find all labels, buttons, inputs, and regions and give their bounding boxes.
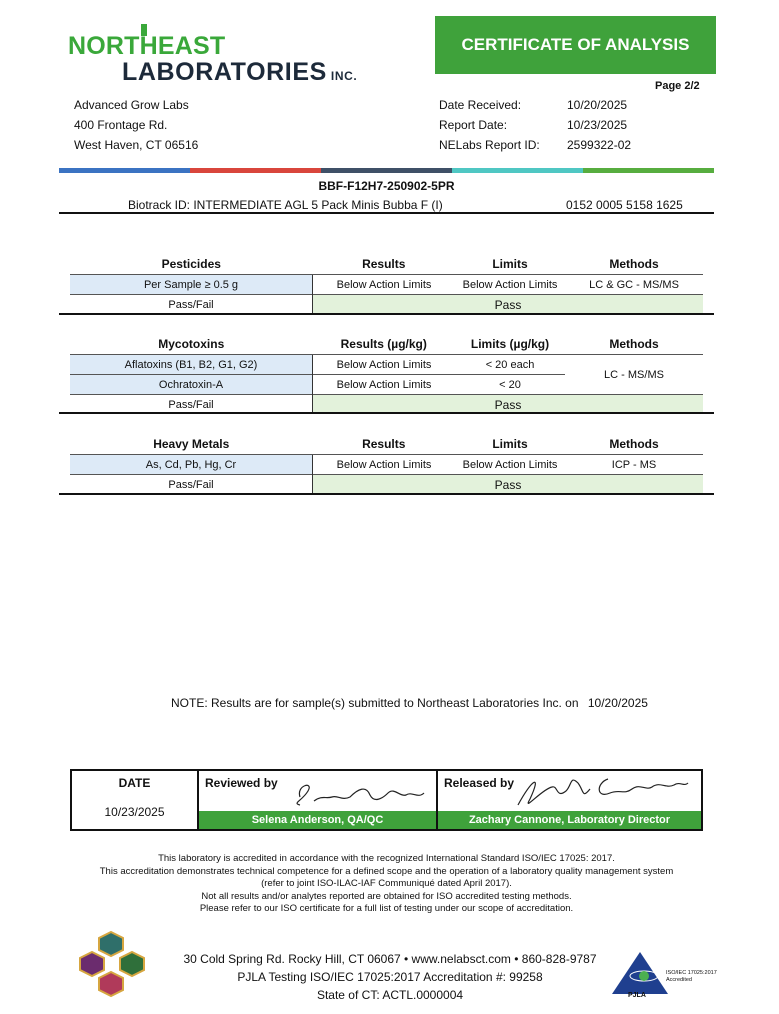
accreditation-line: (refer to joint ISO-ILAC-IAF Communiqué dated April 2017). [261, 878, 512, 889]
analyte-cell: Ochratoxin-A [70, 375, 313, 395]
table-header: Mycotoxins [158, 337, 225, 351]
divider [59, 212, 714, 214]
table-row [70, 295, 703, 315]
table-row [70, 475, 703, 495]
analyte-cell: Aflatoxins (B1, B2, G1, G2) [70, 355, 313, 375]
director-name: Zachary Cannone, Laboratory Director [438, 811, 701, 829]
page-number: Page 2/2 [655, 80, 700, 92]
passfail-label: Pass/Fail [70, 395, 313, 415]
limit-cell: < 20 [455, 375, 565, 395]
passfail-value: Pass [313, 475, 704, 495]
date-received-label: Date Received: [439, 98, 522, 112]
limit-cell: < 20 each [455, 355, 565, 375]
signature-block [70, 769, 703, 831]
table-header: Methods [609, 257, 659, 271]
biotrack-label: Biotrack ID: INTERMEDIATE AGL 5 Pack Minis Bubba F (I) [128, 198, 443, 212]
table-header: Results [362, 257, 406, 271]
note-date: 10/20/2025 [587, 696, 648, 710]
pjla-logo-text: PJLA [628, 992, 646, 999]
passfail-label: Pass/Fail [70, 475, 313, 495]
color-band [59, 168, 714, 173]
method-cell: ICP - MS [565, 455, 703, 475]
limit-cell: Below Action Limits [455, 275, 565, 295]
table-row [70, 355, 703, 375]
client-street: 400 Frontage Rd. [74, 118, 168, 132]
biotrack-number: 0152 0005 5158 1625 [566, 198, 683, 212]
report-id-value: 2599322-02 [567, 138, 632, 152]
table-header: Limits [492, 437, 528, 451]
reviewer-signature [292, 775, 432, 809]
logo-line1: NORTHEAST [68, 32, 226, 60]
accreditation-line: This accreditation demonstrates technical competence for a defined scope and the operation of a laboratory quality management system [99, 866, 674, 877]
report-date-label: Report Date: [439, 118, 508, 132]
result-cell: Below Action Limits [313, 375, 456, 395]
divider [59, 412, 714, 414]
table-header: Results (µg/kg) [340, 337, 427, 351]
pjla-logo [610, 950, 720, 1002]
table-row [70, 275, 703, 295]
iso-badge-text: ISO/IEC 17025:2017 Accredited [666, 970, 717, 983]
report-id-label: NELabs Report ID: [439, 138, 540, 152]
limit-cell: Below Action Limits [455, 455, 565, 475]
reviewer-name: Selena Anderson, QA/QC [199, 811, 436, 829]
result-cell: Below Action Limits [313, 355, 456, 375]
method-cell: LC & GC - MS/MS [565, 275, 703, 295]
analyte-cell: Per Sample ≥ 0.5 g [70, 275, 313, 295]
footer-pjla: PJLA Testing ISO/IEC 17025:2017 Accreditation #: 99258 [237, 970, 543, 984]
table-header: Methods [609, 337, 659, 351]
released-by-label: Released by [444, 776, 515, 790]
analyte-cell: As, Cd, Pb, Hg, Cr [70, 455, 313, 475]
band-segment [321, 168, 452, 173]
accreditation-line: Not all results and/or analytes reported are obtained for ISO accredited testing methods. [201, 891, 572, 902]
footer-address: 30 Cold Spring Rd. Rocky Hill, CT 06067 • www.nelabsct.com • 860-828-9787 [183, 952, 597, 966]
report-date-value: 10/23/2025 [567, 118, 628, 132]
sample-code: BBF-F12H7-250902-5PR [318, 179, 455, 193]
method-cell: LC - MS/MS [565, 355, 703, 395]
reviewed-by-label: Reviewed by [205, 776, 278, 790]
pjla-triangle-icon [610, 950, 670, 996]
client-city: West Haven, CT 06516 [74, 138, 199, 152]
document-title: CERTIFICATE OF ANALYSIS [435, 16, 716, 74]
date-received-value: 10/20/2025 [567, 98, 628, 112]
logo-suffix: INC. [330, 69, 358, 83]
band-segment [59, 168, 190, 173]
divider [59, 493, 714, 495]
footer-state: State of CT: ACTL.0000004 [316, 988, 464, 1002]
result-cell: Below Action Limits [313, 275, 456, 295]
table-header: Methods [609, 437, 659, 451]
heavy-metals-table [70, 434, 703, 494]
table-header: Heavy Metals [153, 437, 230, 451]
pesticides-table [70, 254, 703, 314]
date-label: DATE [118, 776, 151, 790]
date-value: 10/23/2025 [104, 805, 165, 819]
table-header: Limits (µg/kg) [470, 337, 550, 351]
note [171, 696, 648, 710]
logo-line2-text: LABORATORIES [122, 58, 327, 86]
passfail-label: Pass/Fail [70, 295, 313, 315]
band-segment [583, 168, 714, 173]
passfail-value: Pass [313, 295, 704, 315]
director-signature [512, 769, 692, 813]
table-header: Limits [492, 257, 528, 271]
certification-badges [78, 930, 148, 1000]
mycotoxins-table [70, 334, 703, 414]
result-cell: Below Action Limits [313, 455, 456, 475]
table-header: Pesticides [161, 257, 221, 271]
accreditation-line: Please refer to our ISO certificate for a full list of testing under our scope of accreditation. [199, 903, 574, 914]
table-header: Results [362, 437, 406, 451]
table-row [70, 455, 703, 475]
client-name: Advanced Grow Labs [74, 98, 189, 112]
accreditation-line: This laboratory is accredited in accordance with the recognized International Standard ISO/IEC 17025: 2017. [158, 853, 615, 864]
divider [59, 313, 714, 315]
logo-line2 [122, 58, 357, 87]
band-segment [452, 168, 583, 173]
note-text: NOTE: Results are for sample(s) submitted to Northeast Laboratories Inc. on [171, 696, 579, 710]
band-segment [190, 168, 321, 173]
badge-icon [78, 930, 148, 1000]
passfail-value: Pass [313, 395, 704, 415]
